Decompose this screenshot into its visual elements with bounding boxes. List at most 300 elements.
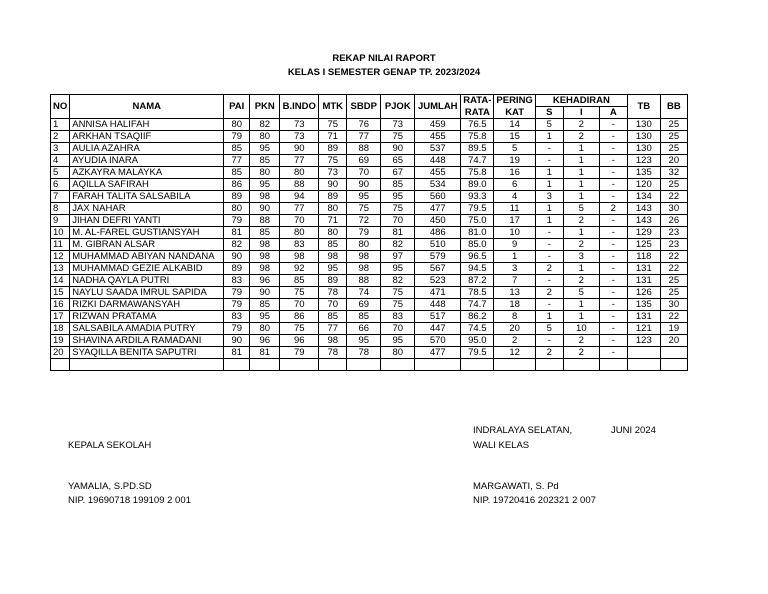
- table-row: [51, 263, 688, 275]
- cell-peringkat: 15: [494, 131, 535, 143]
- cell-bb: 22: [660, 311, 687, 323]
- cell-jumlah: 560: [415, 191, 461, 203]
- cell-tb: 118: [627, 251, 660, 263]
- cell-bb: 30: [660, 299, 687, 311]
- cell-izin: 1: [563, 191, 599, 203]
- cell-no: 8: [51, 203, 70, 215]
- cell-sbdp: 80: [347, 239, 381, 251]
- cell-tb: 126: [627, 287, 660, 299]
- cell-izin: 2: [563, 335, 599, 347]
- cell-tb: 131: [627, 311, 660, 323]
- cell-pkn: 95: [250, 143, 280, 155]
- cell-nama: M. GIBRAN ALSAR: [70, 239, 224, 251]
- cell-sakit: -: [535, 335, 563, 347]
- cell-rata: 75.8: [461, 167, 494, 179]
- table-row: [51, 251, 688, 263]
- col-tb: TB: [627, 95, 660, 119]
- cell-bb: 20: [660, 155, 687, 167]
- cell-mtk: 75: [319, 119, 347, 131]
- cell-rata: 94.5: [461, 263, 494, 275]
- cell-jumlah: 523: [415, 275, 461, 287]
- cell-izin: 3: [563, 251, 599, 263]
- cell-alpa: -: [599, 299, 627, 311]
- cell-bindo: 77: [280, 155, 319, 167]
- cell-sbdp: 88: [347, 275, 381, 287]
- cell-sbdp: 66: [347, 323, 381, 335]
- cell-sakit: 2: [535, 263, 563, 275]
- cell-peringkat: 10: [494, 227, 535, 239]
- cell-pkn: 85: [250, 155, 280, 167]
- cell-rata: 96.5: [461, 251, 494, 263]
- cell-tb: [627, 347, 660, 359]
- cell-pjok: 80: [381, 347, 415, 359]
- cell-bindo: 77: [280, 203, 319, 215]
- cell-pkn: 82: [250, 119, 280, 131]
- cell-sbdp: 88: [347, 143, 381, 155]
- col-jumlah: JUMLAH: [415, 95, 461, 119]
- cell-no: 11: [51, 239, 70, 251]
- cell-bindo: 79: [280, 347, 319, 359]
- cell-pjok: 75: [381, 299, 415, 311]
- cell-pai: 83: [224, 311, 250, 323]
- cell-peringkat: 20: [494, 323, 535, 335]
- cell-nama: SHAVINA ARDILA RAMADANI: [70, 335, 224, 347]
- cell-no: 15: [51, 287, 70, 299]
- cell-mtk: 85: [319, 239, 347, 251]
- cell-izin: 1: [563, 311, 599, 323]
- cell-pai: 79: [224, 215, 250, 227]
- col-rata-bottom: RATA: [461, 107, 494, 119]
- col-peringkat-top: PERING: [494, 95, 535, 107]
- cell-alpa: -: [599, 251, 627, 263]
- cell-bb: 25: [660, 119, 687, 131]
- cell-rata: 74.7: [461, 155, 494, 167]
- cell-rata: 79.5: [461, 203, 494, 215]
- cell-pai: 85: [224, 167, 250, 179]
- cell-nama: SYAQILLA BENITA SAPUTRI: [70, 347, 224, 359]
- cell-sbdp: 78: [347, 347, 381, 359]
- cell-mtk: 85: [319, 311, 347, 323]
- header-row: [51, 95, 688, 107]
- col-mtk: MTK: [319, 95, 347, 119]
- cell-rata: 85.0: [461, 239, 494, 251]
- cell-izin: [563, 359, 599, 371]
- cell-tb: 134: [627, 191, 660, 203]
- cell-sbdp: 70: [347, 167, 381, 179]
- cell-alpa: -: [599, 167, 627, 179]
- cell-rata: 86.2: [461, 311, 494, 323]
- teacher-title: WALI KELAS: [473, 440, 530, 451]
- cell-peringkat: [494, 359, 535, 371]
- cell-jumlah: 567: [415, 263, 461, 275]
- cell-peringkat: 7: [494, 275, 535, 287]
- cell-pai: 79: [224, 323, 250, 335]
- cell-no: 18: [51, 323, 70, 335]
- cell-peringkat: 16: [494, 167, 535, 179]
- cell-bindo: 70: [280, 299, 319, 311]
- cell-izin: 2: [563, 239, 599, 251]
- table-row: [51, 227, 688, 239]
- cell-rata: 78.5: [461, 287, 494, 299]
- cell-izin: 2: [563, 119, 599, 131]
- cell-pkn: 98: [250, 239, 280, 251]
- cell-alpa: 2: [599, 203, 627, 215]
- cell-alpa: -: [599, 347, 627, 359]
- cell-tb: [627, 359, 660, 371]
- cell-no: [51, 359, 70, 371]
- cell-sakit: 1: [535, 167, 563, 179]
- cell-alpa: -: [599, 143, 627, 155]
- cell-mtk: 95: [319, 263, 347, 275]
- cell-jumlah: 455: [415, 131, 461, 143]
- cell-bindo: 90: [280, 143, 319, 155]
- cell-bindo: 80: [280, 167, 319, 179]
- col-kehadiran: KEHADIRAN: [535, 95, 627, 107]
- cell-pkn: 98: [250, 251, 280, 263]
- cell-alpa: -: [599, 191, 627, 203]
- cell-peringkat: 5: [494, 143, 535, 155]
- cell-nama: AULIA AZAHRA: [70, 143, 224, 155]
- cell-nama: NAYLU SAADA IMRUL SAPIDA: [70, 287, 224, 299]
- cell-sakit: 1: [535, 131, 563, 143]
- cell-pjok: [381, 359, 415, 371]
- cell-jumlah: 537: [415, 143, 461, 155]
- cell-pkn: 80: [250, 167, 280, 179]
- cell-pkn: 85: [250, 299, 280, 311]
- cell-pai: [224, 359, 250, 371]
- cell-bindo: 88: [280, 179, 319, 191]
- cell-sbdp: 98: [347, 251, 381, 263]
- col-pjok: PJOK: [381, 95, 415, 119]
- cell-pjok: 75: [381, 203, 415, 215]
- cell-alpa: -: [599, 335, 627, 347]
- cell-mtk: 75: [319, 155, 347, 167]
- table-row: [51, 215, 688, 227]
- teacher-nip: NIP. 19720416 202321 2 007: [473, 495, 596, 506]
- table-row: [51, 275, 688, 287]
- cell-bb: 23: [660, 227, 687, 239]
- cell-mtk: 78: [319, 287, 347, 299]
- cell-izin: 5: [563, 203, 599, 215]
- cell-tb: 120: [627, 179, 660, 191]
- cell-izin: 1: [563, 155, 599, 167]
- cell-jumlah: 471: [415, 287, 461, 299]
- cell-no: 1: [51, 119, 70, 131]
- principal-name: YAMALIA, S.PD.SD: [68, 481, 152, 492]
- cell-sakit: 2: [535, 287, 563, 299]
- cell-bindo: 86: [280, 311, 319, 323]
- cell-no: 19: [51, 335, 70, 347]
- col-izin: I: [563, 107, 599, 119]
- table-row: [51, 323, 688, 335]
- signature-place: INDRALAYA SELATAN,: [473, 425, 573, 436]
- cell-peringkat: 9: [494, 239, 535, 251]
- cell-rata: 87.2: [461, 275, 494, 287]
- cell-mtk: 70: [319, 299, 347, 311]
- cell-pjok: 67: [381, 167, 415, 179]
- cell-alpa: -: [599, 131, 627, 143]
- cell-alpa: -: [599, 323, 627, 335]
- cell-pjok: 95: [381, 263, 415, 275]
- cell-pjok: 82: [381, 275, 415, 287]
- cell-rata: 89.5: [461, 143, 494, 155]
- cell-izin: 5: [563, 287, 599, 299]
- table-row: [51, 311, 688, 323]
- cell-tb: 129: [627, 227, 660, 239]
- cell-peringkat: 19: [494, 155, 535, 167]
- cell-nama: ARKHAN TSAQIIF: [70, 131, 224, 143]
- col-peringkat-bottom: KAT: [494, 107, 535, 119]
- cell-pkn: 90: [250, 287, 280, 299]
- grades-table: [50, 94, 688, 371]
- cell-pai: 90: [224, 335, 250, 347]
- cell-sakit: -: [535, 155, 563, 167]
- cell-peringkat: 14: [494, 119, 535, 131]
- cell-bindo: 92: [280, 263, 319, 275]
- cell-pai: 80: [224, 119, 250, 131]
- cell-pkn: [250, 359, 280, 371]
- cell-rata: 95.0: [461, 335, 494, 347]
- cell-sbdp: 76: [347, 119, 381, 131]
- cell-alpa: -: [599, 119, 627, 131]
- cell-bb: 32: [660, 167, 687, 179]
- cell-pai: 81: [224, 227, 250, 239]
- cell-nama: RIZKI DARMAWANSYAH: [70, 299, 224, 311]
- cell-mtk: 89: [319, 143, 347, 155]
- cell-izin: 1: [563, 263, 599, 275]
- cell-rata: 79.5: [461, 347, 494, 359]
- cell-tb: 123: [627, 335, 660, 347]
- cell-no: 5: [51, 167, 70, 179]
- report-subtitle: KELAS I SEMESTER GENAP TP. 2023/2024: [287, 67, 481, 78]
- cell-bindo: 96: [280, 335, 319, 347]
- cell-mtk: 71: [319, 131, 347, 143]
- cell-tb: 125: [627, 239, 660, 251]
- cell-sbdp: 72: [347, 215, 381, 227]
- cell-pkn: 95: [250, 179, 280, 191]
- cell-pai: 81: [224, 347, 250, 359]
- cell-alpa: [599, 359, 627, 371]
- table-row: [51, 179, 688, 191]
- cell-sakit: 1: [535, 203, 563, 215]
- cell-sakit: 5: [535, 323, 563, 335]
- cell-alpa: -: [599, 179, 627, 191]
- principal-title: KEPALA SEKOLAH: [68, 440, 152, 451]
- cell-sakit: 3: [535, 191, 563, 203]
- cell-sakit: -: [535, 227, 563, 239]
- cell-peringkat: 11: [494, 203, 535, 215]
- cell-pkn: 96: [250, 335, 280, 347]
- cell-bindo: 75: [280, 287, 319, 299]
- cell-pkn: 85: [250, 227, 280, 239]
- cell-izin: 1: [563, 143, 599, 155]
- cell-nama: JAX NAHAR: [70, 203, 224, 215]
- cell-tb: 143: [627, 215, 660, 227]
- cell-pkn: 81: [250, 347, 280, 359]
- cell-sbdp: 98: [347, 263, 381, 275]
- cell-peringkat: 1: [494, 251, 535, 263]
- table-row: [51, 131, 688, 143]
- cell-pai: 79: [224, 287, 250, 299]
- cell-pai: 80: [224, 203, 250, 215]
- cell-peringkat: 3: [494, 263, 535, 275]
- cell-no: 14: [51, 275, 70, 287]
- cell-izin: 2: [563, 347, 599, 359]
- cell-tb: 130: [627, 119, 660, 131]
- cell-rata: 81.0: [461, 227, 494, 239]
- cell-jumlah: 450: [415, 215, 461, 227]
- cell-sbdp: 69: [347, 155, 381, 167]
- cell-tb: 130: [627, 143, 660, 155]
- cell-sakit: 1: [535, 215, 563, 227]
- cell-pai: 82: [224, 239, 250, 251]
- cell-mtk: 73: [319, 167, 347, 179]
- cell-jumlah: 534: [415, 179, 461, 191]
- cell-izin: 2: [563, 215, 599, 227]
- cell-pjok: 95: [381, 335, 415, 347]
- cell-bindo: [280, 359, 319, 371]
- cell-rata: 76.5: [461, 119, 494, 131]
- col-bindo: B.INDO: [280, 95, 319, 119]
- cell-sbdp: 69: [347, 299, 381, 311]
- cell-mtk: 80: [319, 227, 347, 239]
- cell-pjok: 85: [381, 179, 415, 191]
- cell-bb: 25: [660, 287, 687, 299]
- cell-bb: 25: [660, 179, 687, 191]
- cell-pai: 79: [224, 131, 250, 143]
- cell-mtk: 89: [319, 191, 347, 203]
- cell-pkn: 96: [250, 275, 280, 287]
- cell-no: 16: [51, 299, 70, 311]
- cell-tb: 131: [627, 263, 660, 275]
- cell-peringkat: 18: [494, 299, 535, 311]
- cell-pkn: 95: [250, 311, 280, 323]
- cell-alpa: -: [599, 215, 627, 227]
- cell-tb: 135: [627, 299, 660, 311]
- cell-rata: [461, 359, 494, 371]
- cell-nama: NADHA QAYLA PUTRI: [70, 275, 224, 287]
- cell-mtk: 77: [319, 323, 347, 335]
- cell-pjok: 90: [381, 143, 415, 155]
- cell-bb: 26: [660, 215, 687, 227]
- cell-izin: 2: [563, 275, 599, 287]
- cell-sbdp: 77: [347, 131, 381, 143]
- cell-peringkat: 8: [494, 311, 535, 323]
- table-row: [51, 347, 688, 359]
- cell-peringkat: 4: [494, 191, 535, 203]
- cell-mtk: 71: [319, 215, 347, 227]
- cell-tb: 143: [627, 203, 660, 215]
- table-row: [51, 191, 688, 203]
- cell-mtk: 98: [319, 335, 347, 347]
- table-row: [51, 119, 688, 131]
- table-row: [51, 203, 688, 215]
- cell-jumlah: 570: [415, 335, 461, 347]
- cell-nama: MUHAMMAD ABIYAN NANDANA: [70, 251, 224, 263]
- cell-bindo: 85: [280, 275, 319, 287]
- cell-bb: 23: [660, 239, 687, 251]
- cell-tb: 130: [627, 131, 660, 143]
- cell-sbdp: 74: [347, 287, 381, 299]
- cell-no: 6: [51, 179, 70, 191]
- cell-alpa: -: [599, 275, 627, 287]
- cell-pai: 89: [224, 263, 250, 275]
- cell-sbdp: 85: [347, 311, 381, 323]
- cell-mtk: 80: [319, 203, 347, 215]
- cell-rata: 89.0: [461, 179, 494, 191]
- cell-sbdp: 75: [347, 203, 381, 215]
- cell-sakit: -: [535, 143, 563, 155]
- cell-jumlah: [415, 359, 461, 371]
- cell-tb: 131: [627, 275, 660, 287]
- cell-jumlah: 517: [415, 311, 461, 323]
- cell-pjok: 97: [381, 251, 415, 263]
- cell-sbdp: 90: [347, 179, 381, 191]
- cell-alpa: -: [599, 263, 627, 275]
- table-row: [51, 359, 688, 371]
- cell-bindo: 73: [280, 119, 319, 131]
- cell-nama: AYUDIA INARA: [70, 155, 224, 167]
- cell-sbdp: [347, 359, 381, 371]
- col-nama: NAMA: [70, 95, 224, 119]
- cell-jumlah: 455: [415, 167, 461, 179]
- cell-no: 4: [51, 155, 70, 167]
- cell-bb: 22: [660, 263, 687, 275]
- cell-sbdp: 79: [347, 227, 381, 239]
- cell-pai: 83: [224, 275, 250, 287]
- table-row: [51, 299, 688, 311]
- cell-bb: 25: [660, 143, 687, 155]
- cell-mtk: 78: [319, 347, 347, 359]
- cell-pai: 89: [224, 191, 250, 203]
- cell-bindo: 75: [280, 323, 319, 335]
- cell-jumlah: 477: [415, 347, 461, 359]
- cell-mtk: 98: [319, 251, 347, 263]
- teacher-name: MARGAWATI, S. Pd: [473, 481, 559, 492]
- cell-izin: 1: [563, 227, 599, 239]
- col-no: NO: [51, 95, 70, 119]
- cell-bindo: 73: [280, 131, 319, 143]
- cell-sakit: -: [535, 275, 563, 287]
- cell-no: 2: [51, 131, 70, 143]
- cell-jumlah: 448: [415, 155, 461, 167]
- cell-nama: AZKAYRA MALAYKA: [70, 167, 224, 179]
- cell-pkn: 98: [250, 263, 280, 275]
- cell-bindo: 98: [280, 251, 319, 263]
- cell-bindo: 80: [280, 227, 319, 239]
- cell-nama: RIZWAN PRATAMA: [70, 311, 224, 323]
- cell-pkn: 88: [250, 215, 280, 227]
- cell-pjok: 95: [381, 191, 415, 203]
- table-row: [51, 335, 688, 347]
- cell-bb: [660, 347, 687, 359]
- col-sbdp: SBDP: [347, 95, 381, 119]
- table-row: [51, 143, 688, 155]
- cell-pai: 79: [224, 299, 250, 311]
- cell-nama: FARAH TALITA SALSABILA: [70, 191, 224, 203]
- cell-pjok: 70: [381, 215, 415, 227]
- cell-pkn: 90: [250, 203, 280, 215]
- cell-sakit: 1: [535, 179, 563, 191]
- col-alpa: A: [599, 107, 627, 119]
- cell-no: 9: [51, 215, 70, 227]
- cell-peringkat: 12: [494, 347, 535, 359]
- cell-no: 13: [51, 263, 70, 275]
- cell-sbdp: 95: [347, 191, 381, 203]
- cell-pjok: 65: [381, 155, 415, 167]
- cell-no: 20: [51, 347, 70, 359]
- cell-jumlah: 477: [415, 203, 461, 215]
